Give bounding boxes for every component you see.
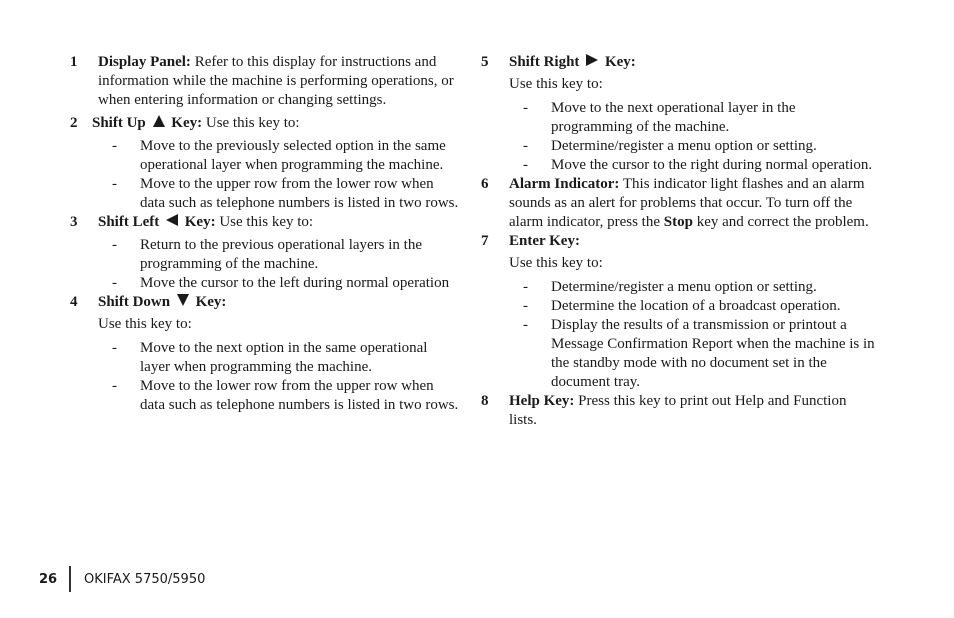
list-item-text: Move the cursor to the left during normal operation bbox=[140, 275, 450, 291]
list-item-text: Move to the next operational layer in the programming of the machine. bbox=[551, 100, 796, 135]
item-text: Use this key to: bbox=[202, 115, 300, 131]
bullet-list bbox=[112, 236, 460, 293]
item-title: Shift Up bbox=[92, 115, 146, 131]
bullet-list bbox=[523, 99, 876, 175]
list-item-text: Display the results of a transmission or printout a Message Confirmation Report when the machine is in the standby mode with no document set in the document tray. bbox=[551, 317, 875, 390]
item-title: Alarm Indicator: bbox=[509, 176, 620, 192]
list-item-text: Determine/register a menu option or setting. bbox=[551, 279, 817, 295]
bullet-list bbox=[523, 278, 876, 392]
item-shift-up bbox=[70, 114, 460, 133]
list-item bbox=[112, 175, 460, 213]
left-column bbox=[70, 53, 460, 415]
right-column bbox=[481, 53, 876, 430]
item-body bbox=[98, 213, 460, 232]
list-item bbox=[523, 278, 876, 297]
bullet-dash: - bbox=[112, 378, 117, 394]
list-item-text: Determine/register a menu option or setting. bbox=[551, 138, 817, 154]
list-item bbox=[112, 377, 460, 415]
list-item bbox=[523, 316, 876, 392]
item-number: 2 bbox=[70, 115, 78, 131]
item-text: Press this key to print out Help and Function lists. bbox=[509, 393, 847, 428]
item-enter-key bbox=[481, 232, 876, 251]
triangle-down-icon bbox=[176, 293, 190, 307]
bullet-list bbox=[112, 339, 460, 415]
item-number: 6 bbox=[481, 176, 489, 192]
bullet-dash: - bbox=[523, 279, 528, 295]
use-text: Use this key to: bbox=[509, 76, 603, 92]
list-item-text: Return to the previous operational layers in the programming of the machine. bbox=[140, 237, 423, 272]
item-body bbox=[509, 175, 876, 232]
item-title-key: Key: bbox=[171, 115, 203, 131]
item-title: Help Key: bbox=[509, 393, 575, 409]
bullet-dash: - bbox=[523, 298, 528, 314]
page-number: 26 bbox=[39, 572, 58, 587]
item-number: 3 bbox=[70, 214, 78, 230]
item-text: Refer to this display for instructions and information while the machine is performing operations, or when entering information or changing settings. bbox=[98, 54, 454, 108]
list-item bbox=[112, 236, 460, 274]
stop-key-label: Stop bbox=[663, 214, 693, 230]
list-item bbox=[523, 297, 876, 316]
footer-divider bbox=[69, 566, 71, 592]
item-number: 7 bbox=[481, 233, 489, 249]
item-title: Shift Down bbox=[98, 294, 171, 310]
bullet-dash: - bbox=[523, 100, 528, 116]
item-body bbox=[509, 392, 876, 430]
bullet-dash: - bbox=[523, 138, 528, 154]
item-help-key bbox=[481, 392, 876, 430]
item-title: Shift Left bbox=[98, 214, 160, 230]
use-text: Use this key to: bbox=[98, 316, 192, 332]
list-item bbox=[112, 274, 460, 293]
item-text: key and correct the problem. bbox=[692, 214, 869, 230]
bullet-dash: - bbox=[112, 138, 117, 154]
item-text: This indicator light flashes and an alarm sounds as an alert for problems that occur. To turn off the alarm indicator, press the bbox=[509, 176, 865, 230]
bullet-dash: - bbox=[112, 176, 117, 192]
list-item-text: Move to the lower row from the upper row when data such as telephone numbers is listed in two rows. bbox=[140, 378, 459, 413]
list-item-text: Determine the location of a broadcast operation. bbox=[551, 298, 841, 314]
bullet-dash: - bbox=[112, 237, 117, 253]
list-item-text: Move to the upper row from the lower row when data such as telephone numbers is listed in two rows. bbox=[140, 176, 459, 211]
list-item bbox=[523, 137, 876, 156]
list-item bbox=[523, 156, 876, 175]
item-body bbox=[509, 232, 876, 251]
item-body bbox=[98, 53, 460, 110]
manual-title: OKIFAX 5750/5950 bbox=[84, 572, 206, 587]
bullet-dash: - bbox=[112, 275, 117, 291]
use-text: Use this key to: bbox=[509, 255, 603, 271]
item-text: Use this key to: bbox=[215, 214, 314, 230]
item-title: Shift Right bbox=[509, 54, 580, 70]
list-item bbox=[112, 137, 460, 175]
list-item-text: Move to the next option in the same operational layer when programming the machine. bbox=[140, 340, 428, 375]
list-item-text: Move the cursor to the right during normal operation. bbox=[551, 157, 873, 173]
item-number: 5 bbox=[481, 54, 489, 70]
bullet-dash: - bbox=[523, 317, 528, 333]
triangle-right-icon bbox=[585, 53, 599, 67]
item-title: Enter Key: bbox=[509, 233, 580, 249]
item-body bbox=[98, 293, 460, 312]
item-title-key: Key: bbox=[604, 54, 636, 70]
item-alarm-indicator bbox=[481, 175, 876, 232]
bullet-list bbox=[112, 137, 460, 213]
triangle-left-icon bbox=[165, 213, 179, 227]
list-item-text: Move to the previously selected option in the same operational layer when programming the machine. bbox=[140, 138, 446, 173]
bullet-dash: - bbox=[523, 157, 528, 173]
list-item bbox=[523, 99, 876, 137]
bullet-dash: - bbox=[112, 340, 117, 356]
item-title: Display Panel: bbox=[98, 54, 191, 70]
item-shift-left bbox=[70, 213, 460, 232]
item-number: 1 bbox=[70, 54, 78, 70]
list-item bbox=[112, 339, 460, 377]
item-title-key: Key: bbox=[184, 214, 216, 230]
item-shift-down bbox=[70, 293, 460, 312]
triangle-up-icon bbox=[152, 114, 166, 128]
item-number: 8 bbox=[481, 393, 489, 409]
item-title-key: Key: bbox=[195, 294, 227, 310]
item-display-panel bbox=[70, 53, 460, 110]
item-body bbox=[92, 114, 460, 133]
item-shift-right bbox=[481, 53, 876, 72]
item-number: 4 bbox=[70, 294, 78, 310]
item-body bbox=[509, 53, 876, 72]
